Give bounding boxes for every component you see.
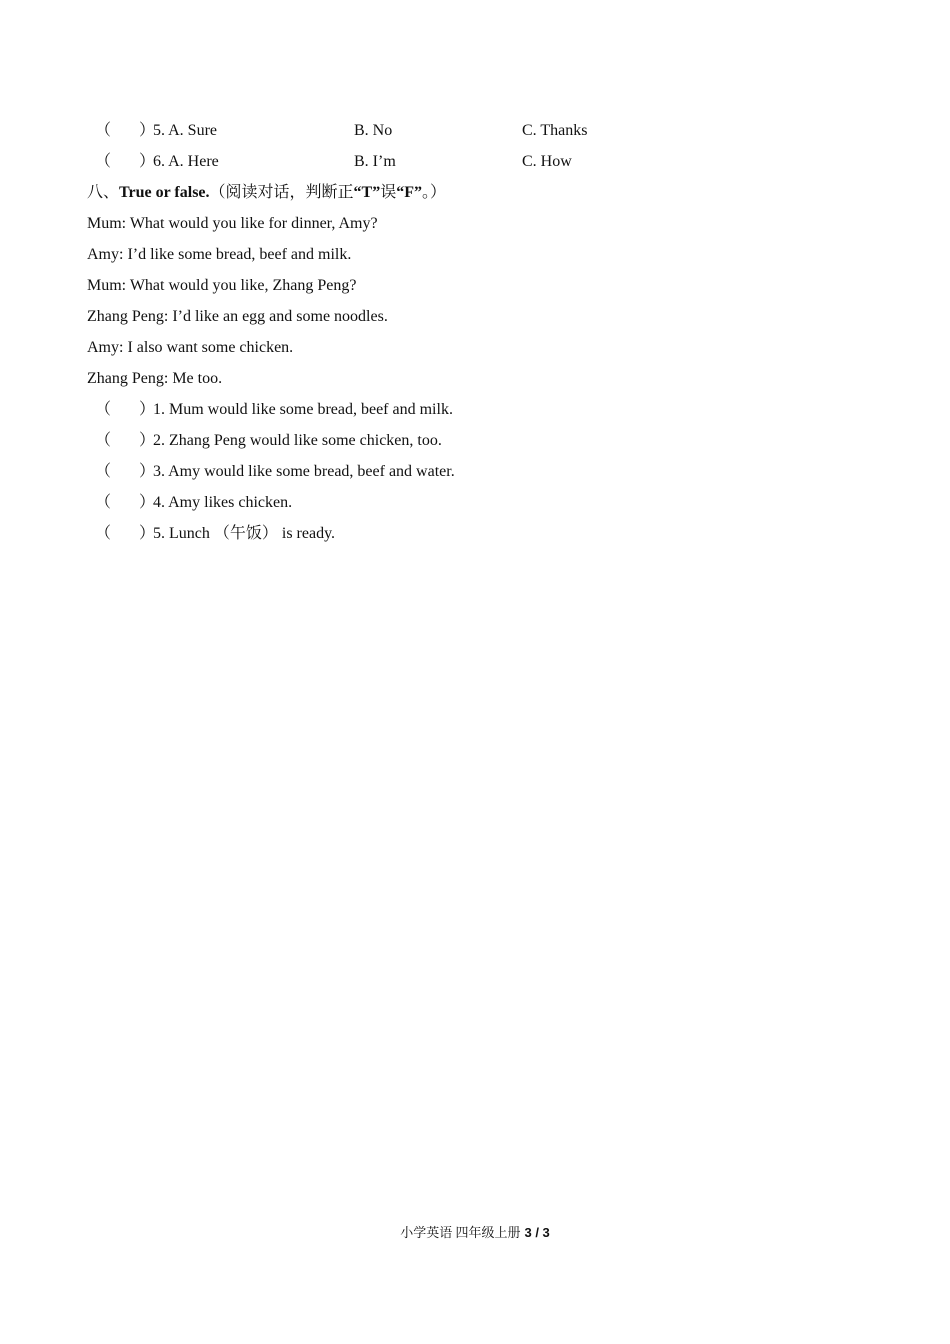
footer-course: 小学英语 四年级上册 [400, 1225, 521, 1240]
tf-statement: 5. Lunch （午饭） is ready. [153, 525, 336, 542]
dialogue-line: Amy: I’d like some bread, beef and milk. [87, 246, 352, 263]
dialogue-line: Zhang Peng: I’d like an egg and some noodles. [87, 308, 388, 325]
section-number: 八、 [87, 184, 120, 201]
false-mark: “F” [396, 184, 422, 201]
answer-paren-open: （ [95, 463, 112, 480]
answer-paren-open: （ [95, 153, 112, 170]
answer-paren-close: ） [139, 153, 156, 170]
answer-paren-open: （ [95, 401, 112, 418]
answer-paren-open: （ [95, 525, 112, 542]
answer-paren-close: ） [139, 525, 156, 542]
answer-paren-close: ） [139, 432, 156, 449]
section-title: True or false. [119, 184, 210, 201]
tf-statement: 3. Amy would like some bread, beef and water. [153, 463, 455, 480]
dialogue-line: Zhang Peng: Me too. [87, 370, 223, 387]
option-c: C. How [522, 153, 572, 170]
option-c: C. Thanks [522, 122, 588, 139]
tf-statement: 1. Mum would like some bread, beef and milk. [153, 401, 453, 418]
answer-paren-open: （ [95, 122, 112, 139]
section-instruction-end: 。） [422, 184, 447, 201]
dialogue-line: Mum: What would you like for dinner, Amy? [87, 215, 378, 232]
dialogue-line: Amy: I also want some chicken. [87, 339, 294, 356]
true-mark: “T” [353, 184, 381, 201]
answer-paren-close: ） [139, 494, 156, 511]
section-instruction-mid: 误 [380, 184, 397, 201]
dialogue-line: Mum: What would you like, Zhang Peng? [87, 277, 357, 294]
answer-paren-close: ） [139, 401, 156, 418]
page-number: 3 / 3 [524, 1225, 550, 1240]
tf-statement: 4. Amy likes chicken. [153, 494, 293, 511]
option-a: 5. A. Sure [153, 122, 217, 139]
option-a: 6. A. Here [153, 153, 219, 170]
option-b: B. I’m [354, 153, 396, 170]
option-b: B. No [354, 122, 393, 139]
section-instruction-start: （阅读对话，判断正 [209, 184, 354, 201]
answer-paren-open: （ [95, 494, 112, 511]
answer-paren-close: ） [139, 463, 156, 480]
tf-statement: 2. Zhang Peng would like some chicken, too. [153, 432, 442, 449]
page-footer [0, 1224, 950, 1242]
answer-paren-close: ） [139, 122, 156, 139]
answer-paren-open: （ [95, 432, 112, 449]
section-8-heading [87, 183, 446, 203]
